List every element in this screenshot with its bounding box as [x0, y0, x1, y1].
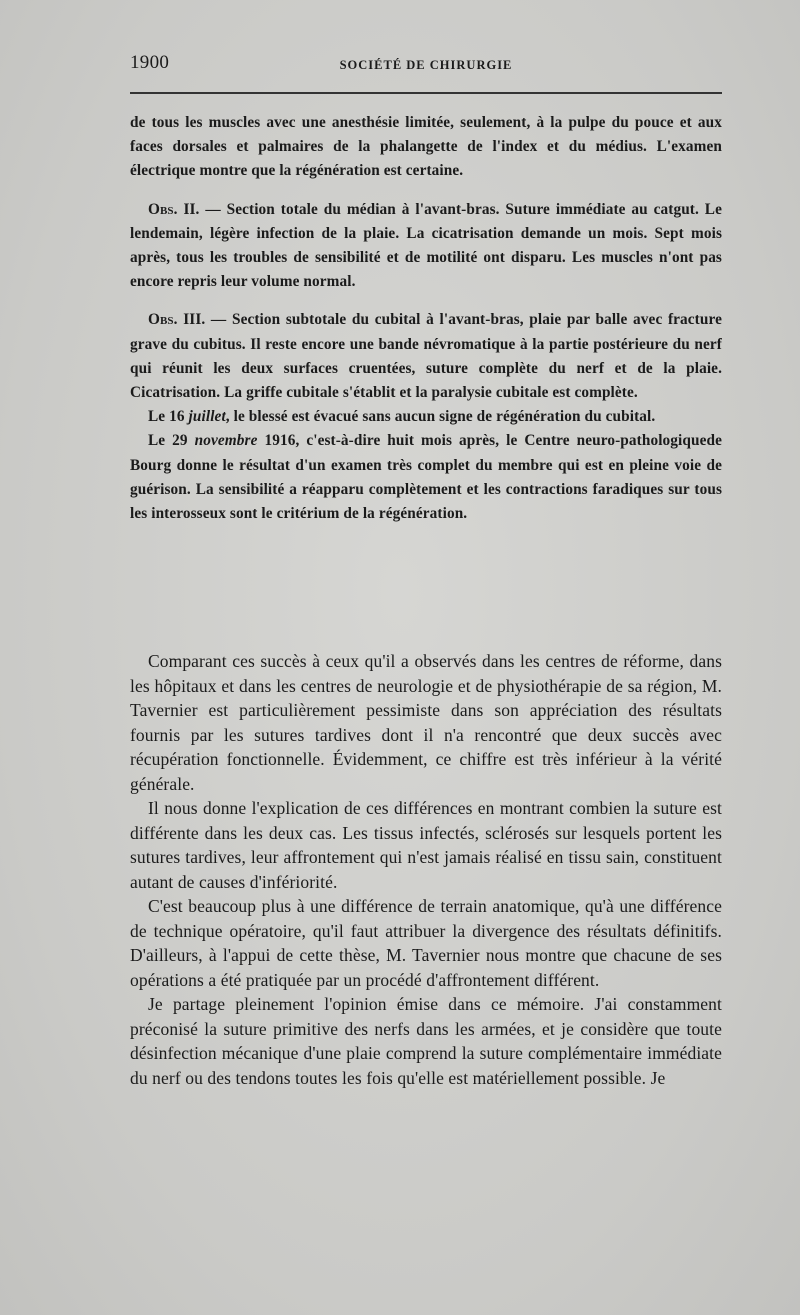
paragraph-3: C'est beaucoup plus à une différence de terrain anatomique, qu'à une différence de technique opératoire, qu'il faut attribuer la divergence des résultats définitifs. D'ailleurs, à l'appui de cette thèse, M. Tavernier nous montre que chacune de ses opérations a été pratiquée par un procédé d'affrontement différent.	[130, 896, 722, 990]
obs3-text: — Section subtotale du cubital à l'avant-bras, plaie par balle avec fracture grave du cubitus. Il reste encore une bande névromatique à la partie postérieure du nerf qui réunit les deux surfaces cruentées, suture complète du nerf et de la plaie. Cicatrisation. La griffe cubitale s'établit et la paralysie cubitale est complète.	[130, 311, 722, 402]
observation-3	[130, 308, 722, 405]
july-date: juillet	[188, 408, 226, 426]
paragraph-2: Il nous donne l'explication de ces différences en montrant combien la suture est différente dans les deux cas. Les tissus infectés, sclérosés sur lesquels portent les sutures tardives, leur affrontement qui n'est jamais réalisé en tissu sain, constituent autant de causes d'infériorité.	[130, 798, 722, 892]
small-print-section	[130, 111, 722, 526]
paragraph-4: Je partage pleinement l'opinion émise dans ce mémoire. J'ai constamment préconisé la suture primitive des nerfs dans les armées, et je considère que toute désinfection mécanique d'une plaie comprend la suture complémentaire immédiate du nerf ou des tendons toutes les fois qu'elle est matériellement possible. Je	[130, 994, 722, 1088]
july-post: , le blessé est évacué sans aucun signe de régénération du cubital.	[225, 408, 656, 426]
nov-date: novembre	[194, 432, 258, 450]
july-pre: Le 16	[148, 408, 189, 426]
continuation-paragraph: de tous les muscles avec une anesthésie limitée, seulement, à la pulpe du pouce et aux faces dorsales et palmaires de la phalangette de l'index et du médius. L'examen électrique montre que la régénération est certaine.	[130, 114, 722, 180]
page-header	[130, 50, 722, 80]
obs2-text: — Section totale du médian à l'avant-bras. Suture immédiate au catgut. Le lendemain, légère infection de la plaie. La cicatrisation demande un mois. Sept mois après, tous les troubles de sensibilité et de motilité ont disparu. Les muscles n'ont pas encore repris leur volume normal.	[130, 200, 722, 291]
november-paragraph	[130, 429, 722, 526]
july-paragraph	[130, 405, 722, 429]
nov-pre: Le 29	[148, 432, 195, 450]
obs2-label: Obs. II.	[148, 200, 200, 218]
observation-2	[130, 198, 722, 295]
page-number: 1900	[130, 52, 170, 73]
nov-post: 1916, c'est-à-dire huit mois après, le Centre neuro-pathologiquede Bourg donne le résultat d'un examen très complet du membre qui est en pleine voie de guérison. La sensibilité a réapparu complètement et les contractions faradiques sur tous les interosseux sont le critérium de la régénération.	[130, 432, 723, 523]
header-rule	[130, 92, 722, 94]
running-title: SOCIÉTÉ DE CHIRURGIE	[339, 58, 513, 72]
paragraph-1: Comparant ces succès à ceux qu'il a observés dans les centres de réforme, dans les hôpitaux et dans les centres de neurologie et de physiothérapie de sa région, M. Tavernier est particulièrement pessimiste dans son appréciation des résultats fournis par les sutures tardives dont il n'a rencontré que deux succès avec récupération fonctionnelle. Évidemment, ce chiffre est très inférieur à la vérité générale.	[130, 651, 722, 794]
obs3-label: Obs. III.	[148, 311, 206, 329]
main-text-section	[130, 649, 722, 1090]
